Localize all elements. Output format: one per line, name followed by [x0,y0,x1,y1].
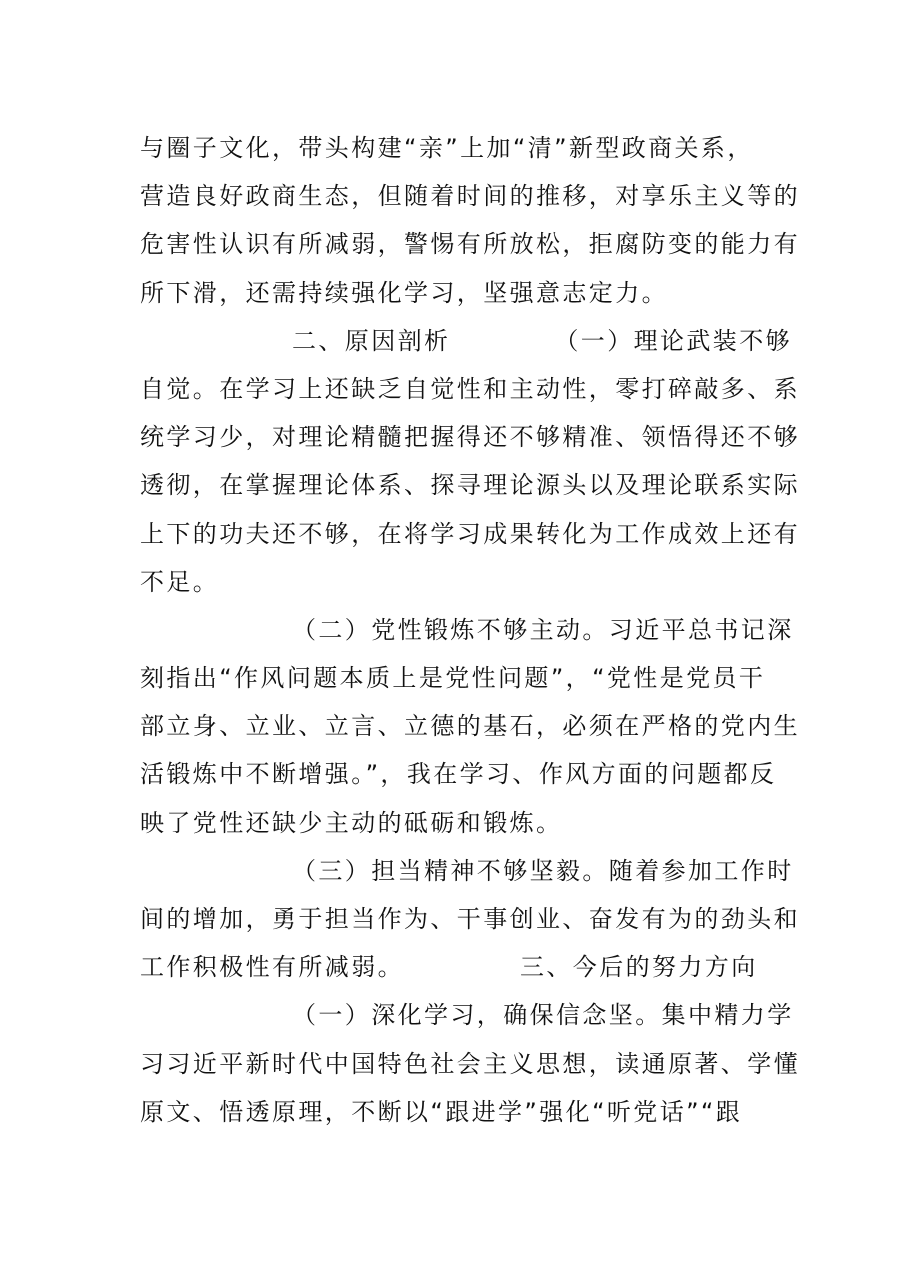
text-line [140,172,800,220]
document-body [140,124,800,1136]
text-line [140,124,780,172]
text-segment: 自觉。在学习上还缺乏自觉性和主动性，零打碎敲多、系 [140,374,800,403]
text-segment: 工作积极性有所减弱。 [140,953,404,982]
text-line [140,510,800,558]
section-heading: 二、原因剖析 [292,326,451,355]
text-segment: 所下滑，还需持续强化学习，坚强意志定力。 [140,278,668,307]
text-segment: 刻指出“作风问题本质上是党性问题”，“党性是党员干 [140,664,766,693]
text-segment: 与圈子文化，带头构建“亲”上加“清”新型政商关系， [140,134,754,162]
text-segment: （一）深化学习，确保信念坚。集中精力学 [292,1001,794,1030]
text-line [140,220,800,268]
text-line [140,365,800,413]
text-segment: 透彻，在掌握理论体系、探寻理论源头以及理论联系实际 [140,471,800,500]
text-segment: 原文、悟透原理，不断以“跟进学”强化“听党话”“跟 [140,1097,743,1126]
text-line [140,943,780,991]
text-segment: （三）担当精神不够坚毅。随着参加工作时 [292,856,794,885]
section-heading: 三、今后的努力方向 [520,953,758,982]
paragraph-start-line [140,606,794,654]
text-line [140,895,800,943]
text-segment: 映了党性还缺少主动的砥砺和锻炼。 [140,808,563,837]
subsection-heading: （一）理论武装不够 [554,326,793,355]
text-segment: 统学习少，对理论精髓把握得还不够精准、领悟得还不够 [140,423,800,452]
text-segment: 活锻炼中不断增强。”，我在学习、作风方面的问题都反 [140,760,777,789]
text-line [140,654,780,702]
paragraph-start-line [140,847,794,895]
text-line [140,413,800,461]
text-line [140,799,780,847]
text-segment: 上下的功夫还不够，在将学习成果转化为工作成效上还有 [140,519,800,548]
text-segment: 部立身、立业、立言、立德的基石，必须在严格的党内生 [140,712,800,741]
text-line [140,750,780,798]
text-segment: 不足。 [140,567,220,596]
text-segment: 营造良好政商生态，但随着时间的推移，对享乐主义等的 [140,182,800,211]
text-segment: 间的增加，勇于担当作为、干事创业、奋发有为的劲头和 [140,905,800,933]
text-segment: 危害性认识有所减弱，警惕有所放松，拒腐防变的能力有 [140,230,800,259]
section-heading-line [140,317,793,365]
text-segment: 习习近平新时代中国特色社会主义思想，读通原著、学懂 [140,1049,800,1078]
paragraph-start-line [140,991,794,1039]
text-line [140,269,780,317]
text-line [140,558,780,606]
text-line [140,1040,800,1088]
text-line [140,702,800,750]
text-line [140,1088,780,1136]
text-segment: （二）党性锻炼不够主动。习近平总书记深 [292,615,794,644]
text-line [140,461,800,509]
